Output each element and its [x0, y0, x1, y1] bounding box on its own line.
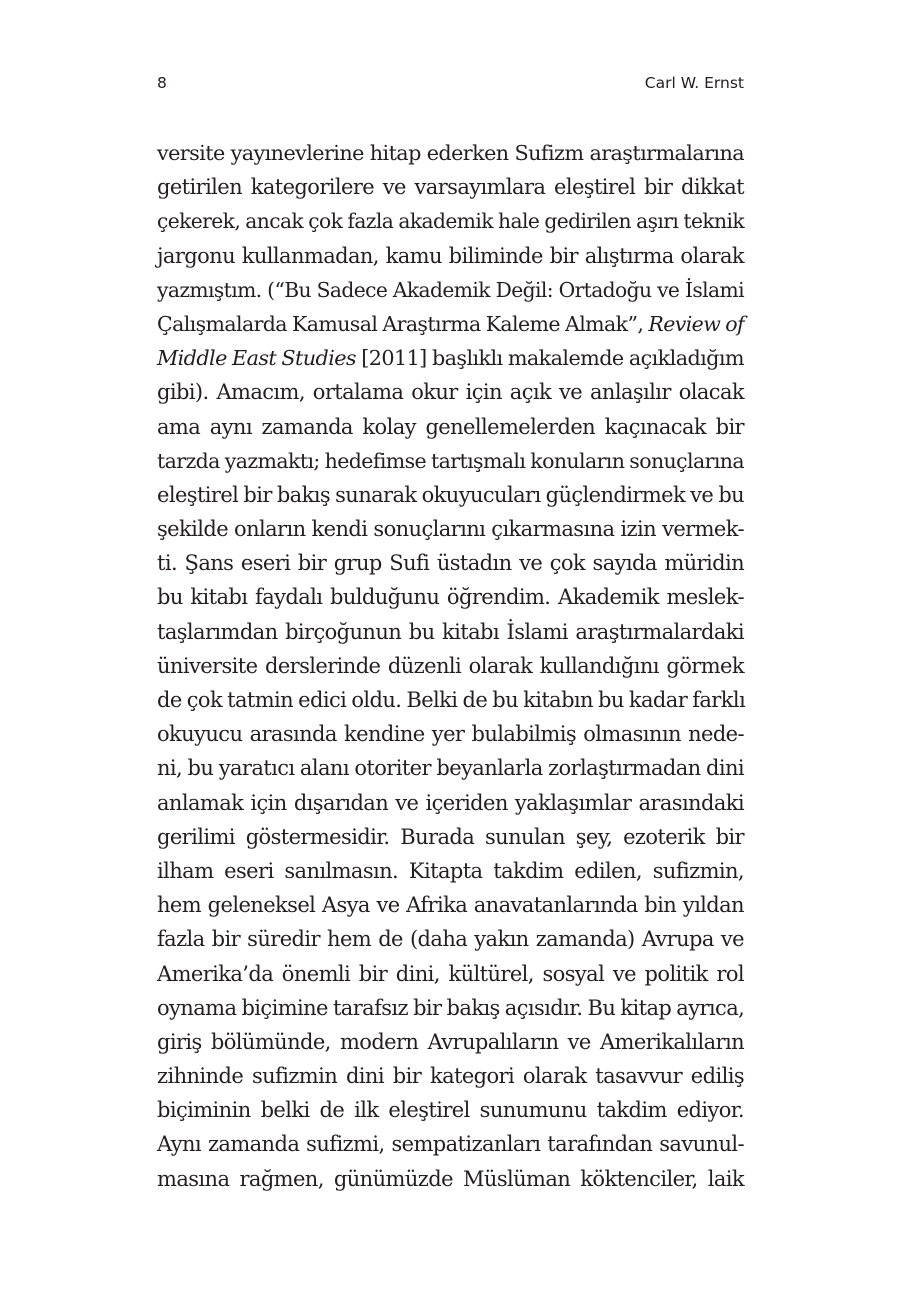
- text-line-5: yazmıştım. (“Bu Sadece Akademik Değil: Ortadoğu ve İslami: [157, 277, 744, 302]
- journal-title-part-2: Middle East Studies: [157, 346, 356, 371]
- text-line-7-roman: [2011] başlıklı makalemde açıkladığım: [361, 346, 744, 371]
- page-header: [157, 74, 744, 96]
- journal-title-part-1: Review of: [648, 311, 744, 336]
- text-line-31: masına rağmen, günümüzde Müslüman köktenciler, laik: [157, 1166, 744, 1191]
- text-line-24: fazla bir süredir hem de (daha yakın zamanda) Avrupa ve: [157, 927, 744, 952]
- text-line-12: şekilde onların kendi sonuçlarını çıkarmasına izin vermek-: [157, 517, 744, 542]
- text-line-21: gerilimi göstermesidir. Burada sunulan şey, ezoterik bir: [157, 824, 744, 849]
- text-line-28: zihninde sufizmin dini bir kategori olarak tasavvur ediliş: [157, 1064, 744, 1089]
- text-line-4: jargonu kullanmadan, kamu biliminde bir alıştırma olarak: [157, 243, 744, 268]
- running-head-author: Carl W. Ernst: [644, 74, 744, 92]
- text-line-8: gibi). Amacım, ortalama okur için açık ve anlaşılır olacak: [157, 380, 744, 405]
- text-line-19: ni, bu yaratıcı alanı otoriter beyanlarla zorlaştırmadan dini: [157, 756, 744, 781]
- text-line-6-roman: Çalışmalarda Kamusal Araştırma Kaleme Almak”,: [157, 311, 644, 336]
- text-line-11: eleştirel bir bakış sunarak okuyucuları güçlendirmek ve bu: [157, 482, 745, 507]
- text-line-2: getirilen kategorilere ve varsayımlara eleştirel bir dikkat: [157, 175, 744, 200]
- text-line-17: de çok tatmin edici oldu. Belki de bu kitabın bu kadar farklı: [157, 688, 746, 712]
- text-line-14: bu kitabı faydalı bulduğunu öğrendim. Akademik meslek-: [157, 585, 744, 610]
- text-line-9: ama aynı zamanda kolay genellemelerden kaçınacak bir: [157, 414, 744, 439]
- text-line-29: biçiminin belki de ilk eleştirel sunumunu takdim ediyor.: [157, 1098, 744, 1123]
- text-line-25: Amerika’da önemli bir dini, kültürel, sosyal ve politik rol: [157, 961, 744, 986]
- text-line-18: okuyucu arasında kendine yer bulabilmiş olmasının nede-: [157, 722, 744, 747]
- text-line-7: [157, 341, 744, 375]
- text-line-10: tarzda yazmaktı; hedefimse tartışmalı konuların sonuçlarına: [157, 448, 744, 473]
- text-line-15: taşlarımdan birçoğunun bu kitabı İslami araştırmalardaki: [157, 619, 744, 644]
- text-line-6: [157, 307, 744, 341]
- text-line-1: versite yayınevlerine hitap ederken Sufizm araştırmalarına: [157, 141, 744, 165]
- text-line-26: oynama biçimine tarafsız bir bakış açısıdır. Bu kitap ayrıca,: [157, 995, 745, 1020]
- text-line-30: Aynı zamanda sufizmi, sempatizanları tarafından savunul-: [157, 1132, 744, 1157]
- text-line-16: üniversite derslerinde düzenli olarak kullandığını görmek: [157, 653, 744, 678]
- text-line-22: ilham eseri sanılmasın. Kitapta takdim edilen, sufizmin,: [157, 858, 744, 883]
- text-line-13: ti. Şans eseri bir grup Sufi üstadın ve çok sayıda müridin: [157, 551, 744, 576]
- body-text: [157, 136, 744, 1196]
- text-line-23: hem geleneksel Asya ve Afrika anavatanlarında bin yıldan: [157, 893, 744, 918]
- text-line-20: anlamak için dışarıdan ve içeriden yaklaşımlar arasındaki: [157, 790, 744, 815]
- text-line-27: giriş bölümünde, modern Avrupalıların ve Amerikalıların: [157, 1029, 744, 1054]
- text-line-3: çekerek, ancak çok fazla akademik hale gedirilen aşırı teknik: [157, 209, 744, 234]
- page-number: 8: [157, 74, 167, 92]
